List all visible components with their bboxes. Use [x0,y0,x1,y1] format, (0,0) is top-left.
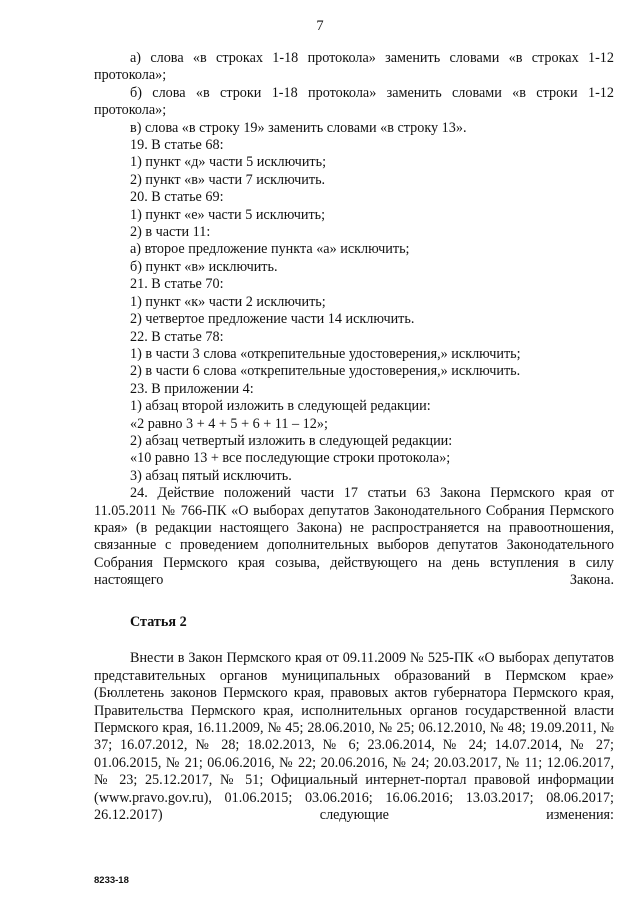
article-heading: Статья 2 [130,614,187,630]
paragraph: 1) абзац второй изложить в следующей редакции: [130,398,431,415]
paragraph: 22. В статье 78: [130,328,224,345]
page-number: 7 [316,18,324,34]
paragraph: в) слова «в строку 19» заменить словами «в строку 13». [130,119,467,136]
paragraph: 2) в части 6 слова «открепительные удостоверения,» исключить. [130,363,521,380]
paragraph: 2) абзац четвертый изложить в следующей редакции: [130,432,453,449]
paragraph: б) слова «в строки 1-18 протокола» заменить словами «в строки 1-12 протокола»; [94,84,614,119]
article-2-text: Внести в Закон Пермского края от 09.11.2009 № 525-ПК «О выборах депутатов представительных органов муниципальных образований в Пермском крае» (Бюллетень законов Пермского края, правовых актов губернатора Пермского края, Правительства Пермского края, исполнительных органов государственной власти Пермского края, 16.11.2009, № 45; 28.06.2010, № 25; 06.12.2010, № 48; 19.09.2011, № 37; 16.07.2012, № 28; 18.02.2013, № 6; 23.06.2014, № 24; 14.07.2014, № 27; 01.06.2015, № 21; 06.06.2016, № 22; 20.06.2016, № 24; 20.03.2017, № 11; 12.06.2017, № 23; 25.12.2017, № 51; Официальный интернет-портал правовой информации (www.pravo.gov.ru), 01.06.2015; 03.06.2016; 16.06.2016; 13.03.2017; 08.06.2017; 26.12.2017) следующие изменения: [94,650,614,824]
paragraph: 1) пункт «д» части 5 исключить; [130,154,327,171]
paragraph: 1) в части 3 слова «открепительные удостоверения,» исключить; [130,345,521,362]
footer-code: 8233-18 [94,875,129,886]
paragraph: 1) пункт «е» части 5 исключить; [130,206,326,223]
paragraph: а) второе предложение пункта «а» исключить; [130,241,410,258]
amendments-list [94,50,614,590]
paragraph: 24. Действие положений части 17 статьи 63 Закона Пермского края от 11.05.2011 № 766-ПК «О выборах депутатов Законодательного Собрания Пермского края» (в редакции настоящего Закона) не распространяется на правоотношения, связанные с проведением дополнительных выборов депутатов Законодательного Собрания Пермского края созыва, действующего на день вступления в силу настоящего Закона. [94,485,614,589]
paragraph: а) слова «в строках 1-18 протокола» заменить словами «в строках 1-12 протокола»; [94,50,614,84]
article-2 [94,614,614,824]
paragraph: 2) в части 11: [130,224,211,241]
paragraph: 3) абзац пятый исключить. [130,467,292,484]
paragraph: 2) пункт «в» части 7 исключить. [130,171,326,188]
paragraph: 1) пункт «к» части 2 исключить; [130,293,326,310]
paragraph: б) пункт «в» исключить. [130,258,278,275]
paragraph: «2 равно 3 + 4 + 5 + 6 + 11 – 12»; [130,415,328,432]
paragraph: «10 равно 13 + все последующие строки протокола»; [130,450,451,467]
paragraph: 19. В статье 68: [130,137,224,154]
paragraph: 21. В статье 70: [130,276,224,293]
paragraph: 2) четвертое предложение части 14 исключить. [130,311,415,328]
paragraph: 20. В статье 69: [130,189,224,206]
paragraph: 23. В приложении 4: [130,380,254,397]
